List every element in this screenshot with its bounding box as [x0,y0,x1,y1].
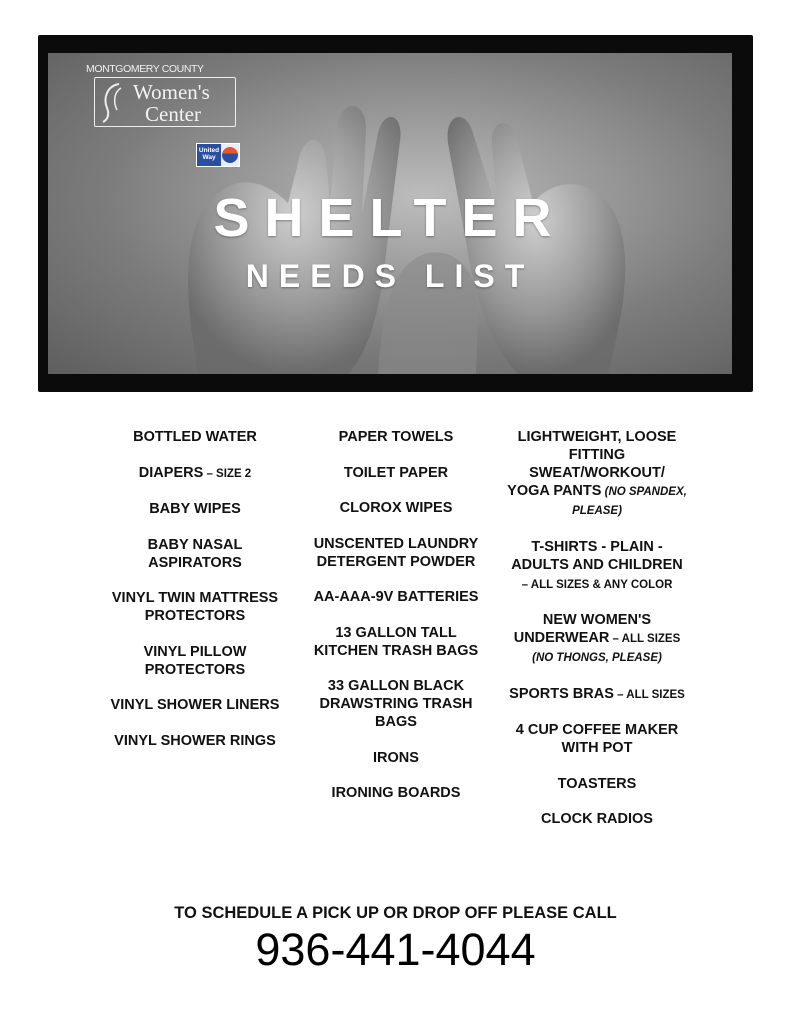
united-way-line1: United [198,147,220,154]
item-label: SPORTS BRAS [509,685,614,702]
item-label: IRONS [373,749,419,766]
item-label: VINYL PILLOW PROTECTORS [143,643,247,678]
needs-list-item [507,428,687,520]
needs-list-item [105,536,285,572]
needs-list-item [306,464,486,482]
needs-list-item [105,643,285,679]
item-label: VINYL SHOWER RINGS [114,732,276,749]
needs-list-item [306,535,486,571]
item-label: PAPER TOWELS [338,429,454,445]
needs-list-item [306,588,486,606]
womens-center-logo [86,63,236,173]
woman-profile-icon [97,80,131,124]
needs-list-item [306,428,486,446]
call-to-action: TO SCHEDULE A PICK UP OR DROP OFF PLEASE CALL [174,904,617,922]
needs-column-3 [507,428,687,846]
item-label: VINYL SHOWER LINERS [110,697,280,713]
page-title: SHELTER [213,188,567,248]
needs-list-item [507,721,687,757]
needs-list-item [105,696,285,714]
item-size-note: – ALL SIZES [609,633,681,645]
logo-box [94,77,236,127]
item-label: LIGHTWEIGHT, LOOSE FITTING SWEAT/WORKOUT/ YOGA PANTS [507,429,677,499]
item-label: BOTTLED WATER [133,429,257,445]
united-way-text [197,144,221,166]
needs-list-item [306,499,486,517]
needs-list-item [306,749,486,767]
item-size-note: – SIZE 2 [203,467,252,480]
item-label: UNSCENTED LAUNDRY DETERGENT POWDER [313,535,479,570]
item-label: 13 GALLON TALL KITCHEN TRASH BAGS [313,624,479,659]
needs-list-item [306,677,486,731]
logo-word-center: Center [145,102,201,126]
united-way-icon [222,147,238,163]
item-label: VINYL TWIN MATTRESS PROTECTORS [111,590,279,624]
item-label: 4 CUP COFFEE MAKER WITH POT [515,722,679,756]
needs-list-item [507,611,687,667]
needs-list-item [507,775,687,793]
needs-list-item [507,538,687,594]
banner-photo [48,53,732,374]
item-label: DIAPERS [138,464,204,481]
item-label: AA-AAA-9V BATTERIES [313,589,479,605]
item-label: CLOROX WIPES [339,500,453,516]
header-banner [38,35,753,392]
item-label: 33 GALLON BLACK DRAWSTRING TRASH BAGS [319,678,473,730]
needs-column-1 [105,428,285,767]
item-size-note: – ALL SIZES & ANY COLOR [521,578,673,591]
needs-list-item [306,784,486,802]
united-way-badge [196,143,240,167]
page-subtitle: NEEDS LIST [245,258,535,294]
item-label: BABY NASAL ASPIRATORS [147,536,243,571]
item-label: T-SHIRTS - PLAIN - ADULTS AND CHILDREN [511,538,683,573]
needs-list-item [507,810,687,828]
item-label: TOASTERS [557,775,637,792]
item-label: IRONING BOARDS [331,785,461,801]
item-label: BABY WIPES [149,501,241,517]
item-italic-note: (NO SPANDEX, PLEASE) [572,486,687,517]
needs-list-item [507,685,687,704]
united-way-line2: Way [202,154,216,161]
needs-list-item [105,500,285,518]
needs-column-2 [306,428,486,820]
logo-word-womens: Women's [133,80,210,104]
item-label: NEW WOMEN'S UNDERWEAR [513,612,652,646]
needs-list-item [105,589,285,625]
item-size-note: – ALL SIZES [613,688,685,701]
phone-number[interactable]: 936-441-4044 [255,924,536,975]
item-italic-note: (NO THONGS, PLEASE) [532,652,662,664]
needs-list-item [105,428,285,446]
needs-list-item [105,464,285,483]
needs-list-item [105,732,285,750]
logo-org-line: MONTGOMERY COUNTY [86,63,204,75]
item-label: CLOCK RADIOS [541,811,653,827]
needs-list-item [306,624,486,660]
item-label: TOILET PAPER [343,464,449,481]
